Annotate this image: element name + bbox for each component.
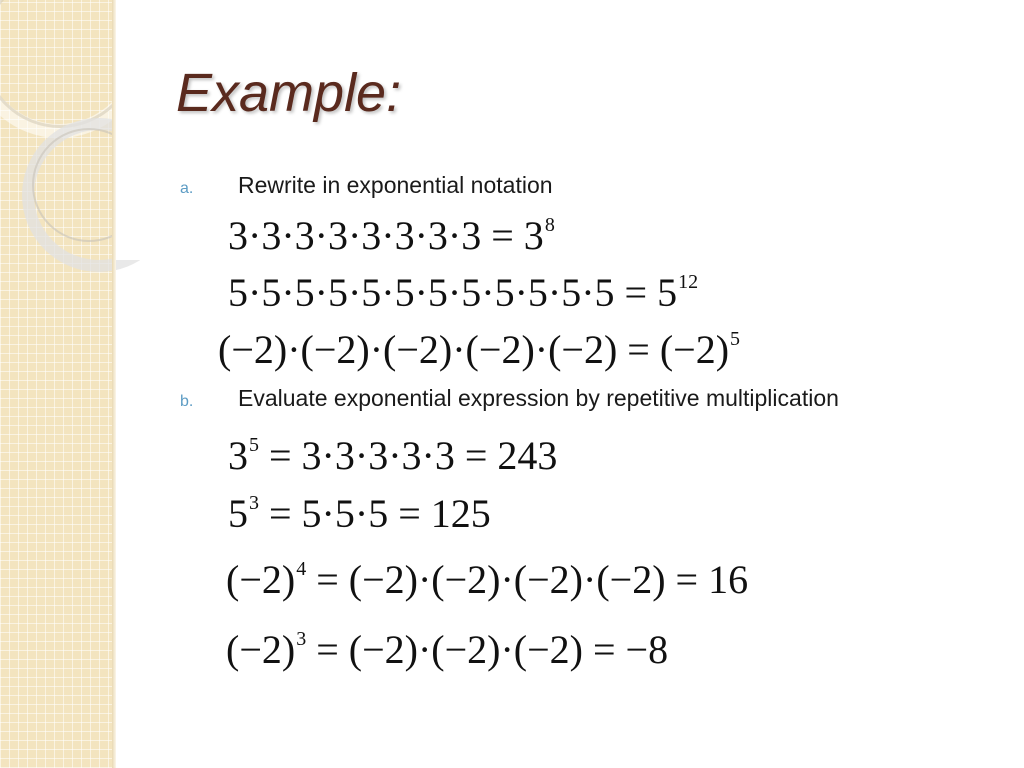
equation-b4-exponent: 3 [296,628,307,650]
equation-b1-rhs: = 3·3·3·3·3 = 243 [259,433,558,478]
equation-a3-lhs: (−2)·(−2)·(−2)·(−2)·(−2) = (−2) [218,327,730,372]
slide-title: Example: [176,63,402,123]
equation-a3 [218,327,741,372]
equation-b3 [226,557,749,602]
equation-b3-exponent: 4 [296,558,307,580]
side-strip-edge [112,0,116,768]
list-item-a-text: Rewrite in exponential notation [238,172,553,198]
list-marker-a: a. [180,180,194,197]
equation-a2-exponent: 12 [678,271,699,293]
list-marker-b: b. [180,393,194,410]
equation-b2 [228,491,491,536]
equation-b3-base: (−2) [226,557,296,602]
list-item-b-text: Evaluate exponential expression by repetitive multiplication [238,385,839,411]
equation-b2-rhs: = 5·5·5 = 125 [259,491,491,536]
equation-b1-base: 3 [228,433,248,478]
equation-b1 [228,433,558,478]
equation-b4-base: (−2) [226,627,296,672]
content-background [116,0,176,260]
equation-b3-rhs: = (−2)·(−2)·(−2)·(−2) = 16 [306,557,749,602]
equation-a2-lhs: 5·5·5·5·5·5·5·5·5·5·5·5 = 5 [228,270,678,315]
equation-a1-lhs: 3·3·3·3·3·3·3·3 = 3 [228,213,544,258]
equation-b2-exponent: 3 [249,492,259,514]
equation-b2-base: 5 [228,491,248,536]
equation-a1 [228,213,555,258]
equation-a2 [228,270,699,315]
equation-b4 [226,627,669,672]
equation-b1-exponent: 5 [249,434,259,456]
equation-a1-exponent: 8 [544,214,555,236]
equation-b4-rhs: = (−2)·(−2)·(−2) = −8 [306,627,669,672]
equation-a3-exponent: 5 [730,328,741,350]
